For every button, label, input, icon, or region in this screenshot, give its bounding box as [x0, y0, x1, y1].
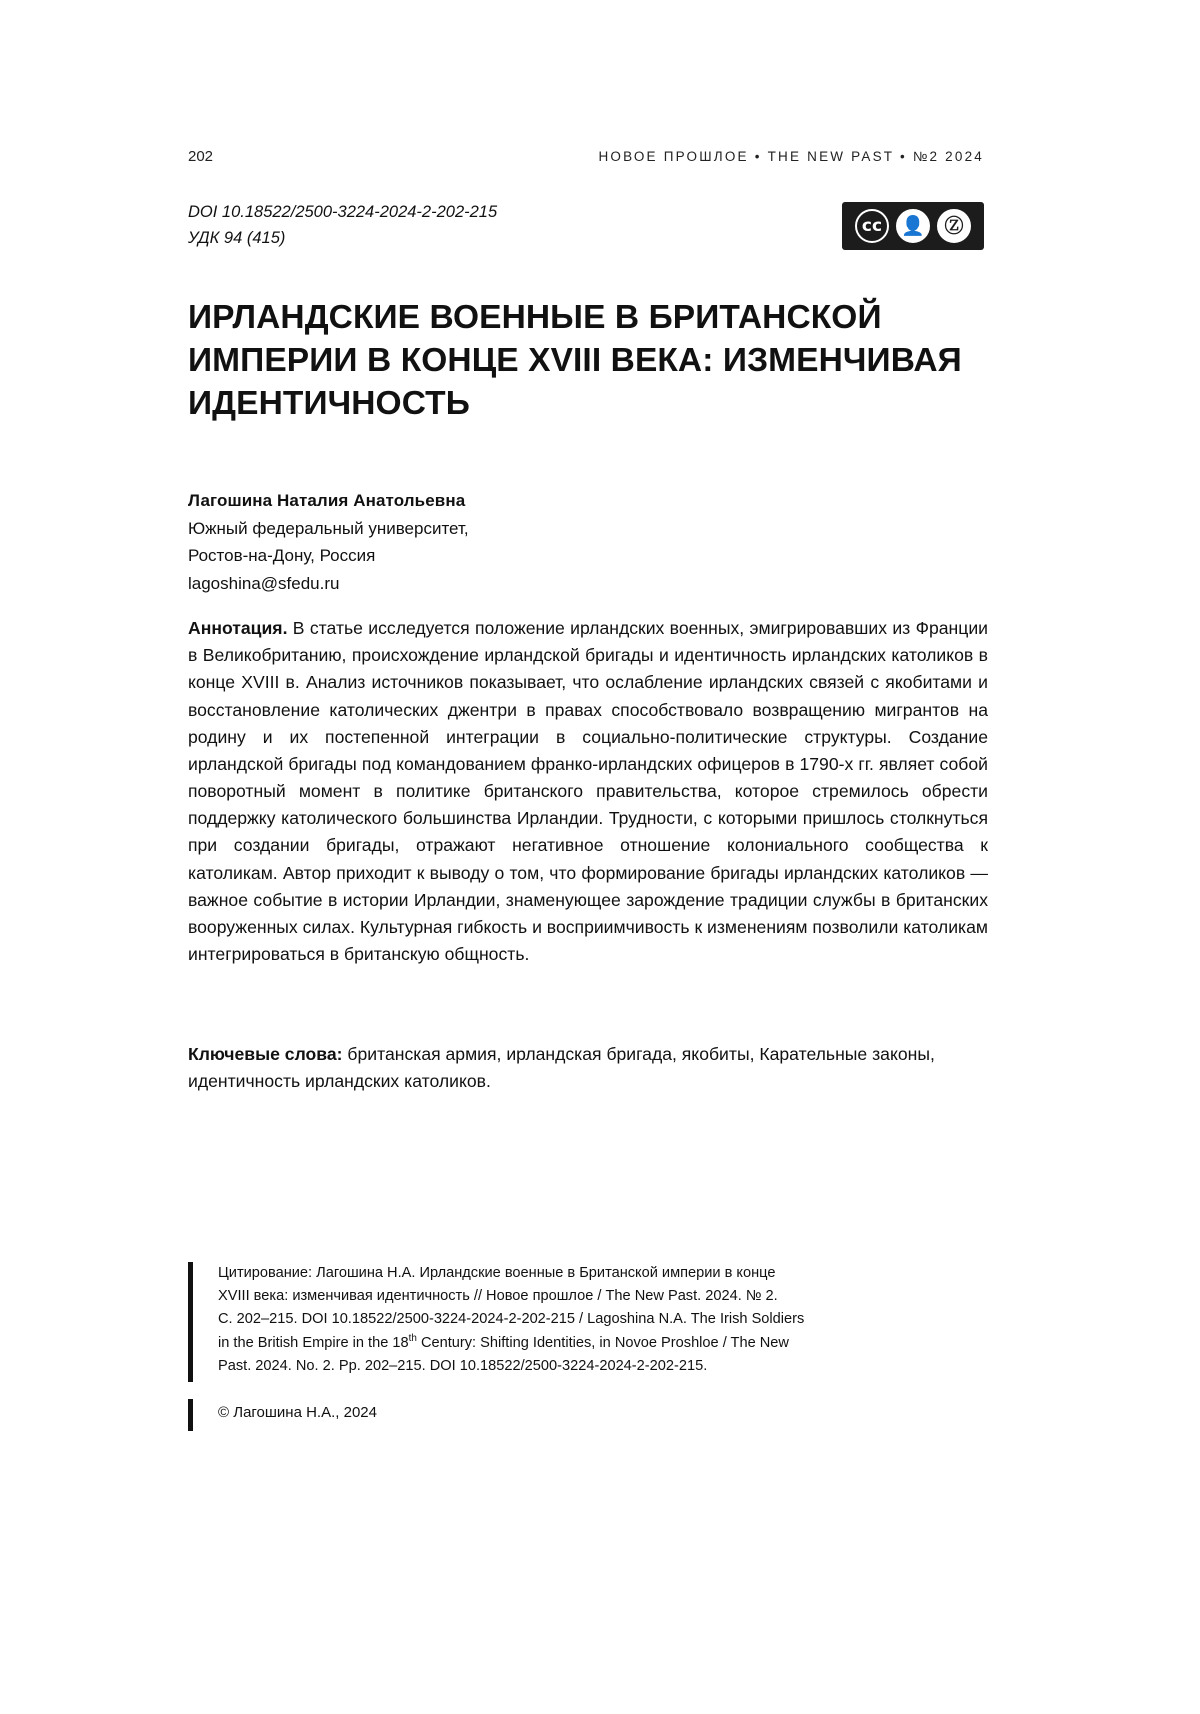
doi-text: DOI 10.18522/2500-3224-2024-2-202-215: [188, 203, 498, 221]
citation-line-5: Past. 2024. No. 2. Pp. 202–215. DOI 10.18522/2500-3224-2024-2-202-215.: [218, 1358, 708, 1375]
citation-text: [218, 1262, 918, 1378]
author-city: Ростов-на-Дону, Россия: [188, 546, 376, 566]
page-title: ИРЛАНДСКИЕ ВОЕННЫЕ В БРИТАНСКОЙ ИМПЕРИИ В КОНЦЕ XVIII ВЕКА: ИЗМЕНЧИВАЯ ИДЕНТИЧНОСТЬ: [188, 299, 962, 422]
cc-by-group: [896, 209, 930, 243]
creative-commons-badge[interactable]: [842, 202, 984, 250]
running-head: [188, 148, 984, 165]
copyright-text: © Лагошина Н.А., 2024: [218, 1404, 377, 1421]
no-commercial-icon: [937, 209, 971, 243]
keywords-label: Ключевые слова:: [188, 1044, 343, 1064]
citation-ordinal-suffix: th: [408, 1333, 417, 1345]
citation-footer: [188, 1262, 988, 1421]
author-name: Лагошина Наталия Анатольевна: [188, 491, 466, 510]
cc-icon-label: cc: [861, 215, 883, 236]
keywords-text: британская армия, ирландская бригада, якобиты, Карательные законы, идентичность ирландских католиков.: [188, 1044, 935, 1092]
author-affiliation: Южный федеральный университет,: [188, 518, 469, 538]
abstract-paragraph: [188, 615, 988, 968]
page-number: 202: [188, 148, 214, 165]
udk-text: УДК 94 (415): [188, 228, 286, 247]
citation-line-3: C. 202–215. DOI 10.18522/2500-3224-2024-2-202-215 / Lagoshina N.A. The Irish Soldiers: [218, 1311, 805, 1328]
abstract-text: В статье исследуется положение ирландских военных, эмигрировавших из Франции в Великобританию, происхождение ирландской бригады и идентичность ирландских католиков в конце XVIII в. Анализ источников показывает, что ослабление ирландских связей с якобитами и восстановление католических джентри в правах способствовало возвращению мигрантов на родину и их постепенной интеграции в социально-политические структуры. Создание ирландской бригады под командованием франко-ирландских офицеров в 1790-х гг. являет собой поворотный момент в политике британского правительства, которое стремилось обрести поддержку католического большинства Ирландии. Трудности, с которыми пришлось столкнуться при создании бригады, отражают негативное отношение колониального сообщества к католикам. Автор приходит к выводу о том, что формирование бригады ирландских католиков — важное событие в истории Ирландии, знаменующее зарождение традиции службы в британских вооруженных силах. Культурная гибкость и восприимчивость к изменениям позволили католикам интегрироваться в британскую общность.: [188, 618, 988, 965]
cc-nc-group: [937, 209, 971, 243]
author-block: [188, 487, 888, 597]
citation-line-1: Цитирование: Лагошина Н.А. Ирландские военные в Британской империи в конце: [218, 1265, 776, 1281]
citation-line-2: XVIII века: изменчивая идентичность // Новое прошлое / The New Past. 2024. № 2.: [218, 1288, 778, 1305]
citation-line-4-a: in the British Empire in the 18: [218, 1335, 409, 1351]
citation-rule: [188, 1262, 193, 1382]
keywords-paragraph: [188, 1041, 988, 1095]
citation-line-4: [218, 1331, 918, 1355]
identifiers-block: [188, 200, 497, 251]
author-email[interactable]: lagoshina@sfedu.ru: [188, 573, 340, 593]
person-icon-glyph: 👤: [901, 214, 925, 237]
citation-line-4-b: Century: Shifting Identities, in Novoe Proshloe / The New: [416, 1335, 789, 1351]
copyright-rule: [188, 1399, 193, 1431]
person-icon: [896, 209, 930, 243]
no-commercial-icon-glyph: Ⓩ: [944, 214, 964, 237]
page-content: [188, 0, 988, 1714]
abstract-label: Аннотация.: [188, 618, 288, 638]
journal-running-title: НОВОЕ ПРОШЛОЕ • THE NEW PAST • №2 2024: [598, 149, 984, 164]
cc-icon: [855, 209, 889, 243]
